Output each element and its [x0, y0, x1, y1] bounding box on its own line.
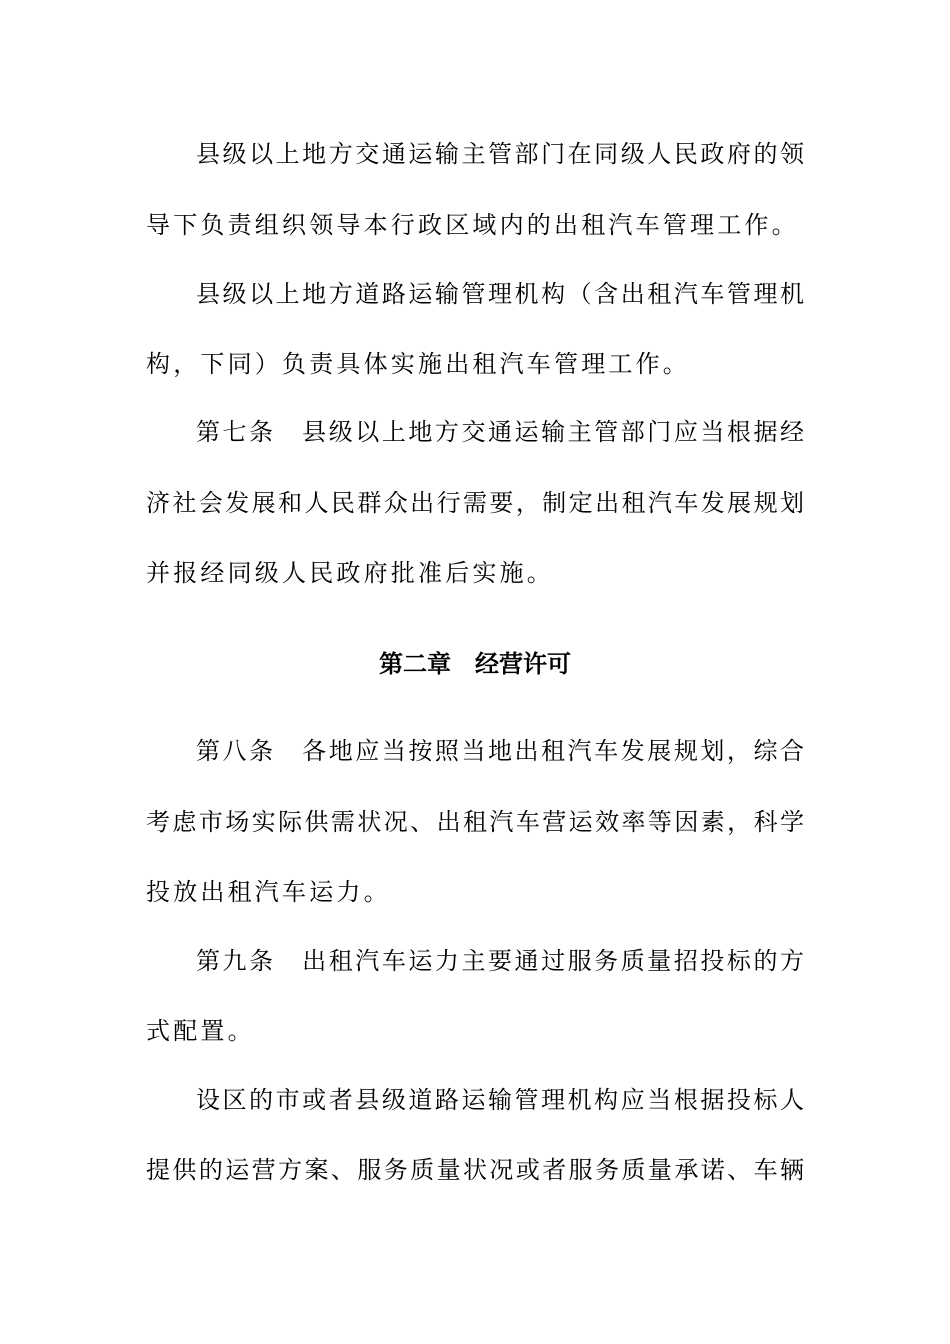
paragraph-line: 并报经同级人民政府批准后实施。: [146, 559, 554, 587]
paragraph-line: 济社会发展和人民群众出行需要，制定出租汽车发展规划: [146, 489, 804, 517]
article-8-line: 第八条 各地应当按照当地出租汽车发展规划，综合: [196, 737, 804, 765]
paragraph-line: 投放出租汽车运力。: [146, 878, 391, 906]
article-9-line: 第九条 出租汽车运力主要通过服务质量招投标的方: [196, 947, 804, 975]
paragraph-line: 设区的市或者县级道路运输管理机构应当根据投标人: [196, 1086, 804, 1114]
paragraph-line: 构，下同）负责具体实施出租汽车管理工作。: [146, 350, 690, 378]
paragraph-line: 县级以上地方交通运输主管部门在同级人民政府的领: [196, 140, 804, 168]
article-7-line: 第七条 县级以上地方交通运输主管部门应当根据经: [196, 418, 804, 446]
paragraph-line: 县级以上地方道路运输管理机构（含出租汽车管理机: [196, 280, 804, 308]
paragraph-line: 导下负责组织领导本行政区域内的出租汽车管理工作。: [146, 211, 799, 239]
paragraph-line: 式配置。: [146, 1017, 255, 1045]
paragraph-line: 考虑市场实际供需状况、出租汽车营运效率等因素，科学: [146, 808, 804, 836]
paragraph-line: 提供的运营方案、服务质量状况或者服务质量承诺、车辆: [146, 1156, 804, 1184]
chapter-heading: 第二章 经营许可: [379, 650, 571, 678]
